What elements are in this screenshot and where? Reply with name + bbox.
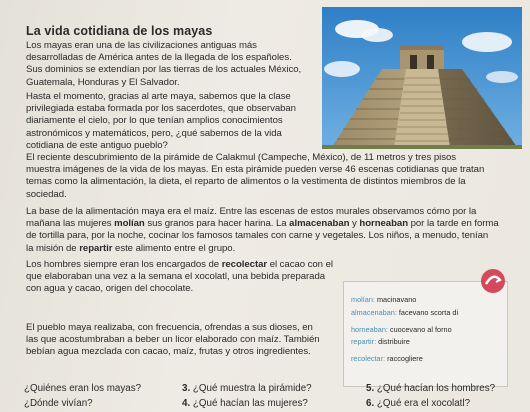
glossary-term: repartir: [351,337,377,346]
intro-paragraph [26,40,301,89]
pyramid-photo-image [322,7,522,149]
glossary-entry [351,337,410,346]
text-line: muestra imágenes de la vida de los mayas. En esta pirámide pueden verse 46 escenas cotidianas que tratan [26,164,485,176]
glossary-definition: cuocevano al forno [387,325,452,334]
glossary-definition: macinavano [374,295,417,304]
paragraph-calakmul [26,152,484,201]
text-line [26,259,333,271]
text-span: Los hombres siempre eran los encargados de [26,259,222,270]
glossary-term: molían: [351,295,375,304]
glossary-definition: raccogliere [385,354,423,363]
text-span: la misión de [26,242,80,254]
text-span: y [349,218,360,230]
question-text: ¿Qué hacían los hombres? [374,383,496,394]
question-number: 4. [182,398,191,409]
glossary-term: horneaban: [351,325,388,334]
question-2 [24,398,93,409]
glossary-term: recolectar: [351,354,386,363]
paragraph-food [26,206,499,255]
question-text: ¿Quiénes eran los mayas? [24,383,142,394]
keyword-molian: molían [114,218,145,230]
text-line: Sus dominios se extendían por las tierras de los actuales México, [26,64,302,76]
question-5 [366,383,495,394]
text-line: las que acostumbraban a beber un licor elaborado con maíz. También [26,334,320,346]
question-6 [366,398,470,409]
keyword-horneaban: horneaban [359,218,408,230]
page-title: La vida cotidiana de los mayas [26,24,213,38]
logo-badge-icon [480,268,506,294]
text-line: Hasta el momento, gracias al arte maya, sabemos que la clase [26,91,291,102]
text-line [26,218,499,230]
question-text: ¿Qué muestra la pirámide? [190,383,312,394]
glossary-term: almacenaban: [351,308,397,317]
chichen-itza-pyramid-photo [322,7,522,149]
question-number: 6. [366,398,375,409]
keyword-recolectar: recolectar [221,259,268,270]
text-line [26,243,499,255]
text-line: Los mayas eran una de las civilizaciones antiguas más [26,40,257,51]
text-line: desarrolladas de América antes de la llegada de los españoles. [26,52,292,64]
text-line: astronómicos y matemáticos, pero, ¿qué sabemos de la vida [26,127,282,139]
text-line: privilegiada estaba formada por los sacerdotes, que observaban [26,103,296,115]
text-line: Guatemala, Honduras y El Salvador. [26,76,180,88]
keyword-repartir: repartir [79,242,113,254]
glossary-entry [351,354,423,363]
glossary-box [343,281,508,387]
paragraph-priests [26,91,296,152]
question-4 [182,398,308,409]
text-line: La base de la alimentación maya era el maíz. Entre las escenas de estos murales observamos cómo por la [26,206,477,217]
glossary-entry [351,295,416,304]
question-number: 5. [366,383,375,394]
question-text: ¿Dónde vivían? [24,398,93,409]
text-line: de tortilla para, por la noche, cocinar los famosos tamales con carne y vegetales. Los niños, a menudo, tenían [26,230,489,242]
paragraph-offerings [26,322,320,359]
text-span: mañana las mujeres [26,218,115,230]
text-line: bebían agua mezclada con cacao, maíz, frutas y otros ingredientes. [26,346,311,358]
keyword-almacenaban: almacenaban [289,218,350,230]
glossary-definition: distribuire [376,337,410,346]
text-line: que elaboraban una vez a la semana el xocolatl, una bebida preparada [26,271,326,283]
text-line: diariamente el cielo, por lo que tenían amplios conocimientos [26,115,283,127]
glossary-entry [351,308,458,317]
text-span: por la tarde en forma [408,218,499,230]
question-number: 3. [182,383,191,394]
question-text: ¿Qué era el xocolatl? [374,398,471,409]
glossary-entry [351,325,452,334]
text-span: este alimento entre el grupo. [112,242,236,254]
question-text: ¿Qué hacían las mujeres? [190,398,308,409]
paragraph-men [26,259,333,296]
text-span: el cacao con el [267,259,333,270]
question-3 [182,383,312,394]
text-line: El reciente descubrimiento de la pirámide de Calakmul (Campeche, México), de 11 metros y tres pisos [26,152,456,163]
text-span: sus granos para hacer harina. La [144,218,290,230]
text-line: sociedad. [26,188,67,200]
glossary-definition: facevano scorta di [396,308,459,317]
question-1 [24,383,141,394]
text-line: con agua y cacao, origen del chocolate. [26,283,194,295]
text-line: El pueblo maya realizaba, con frecuencia, ofrendas a sus dioses, en [26,322,313,333]
text-line: temas como la alimentación, la dieta, el reparto de alimentos o la vestimenta de distintos miembros de la [26,176,466,188]
text-line: cotidiana de este antiguo pueblo? [26,139,168,151]
